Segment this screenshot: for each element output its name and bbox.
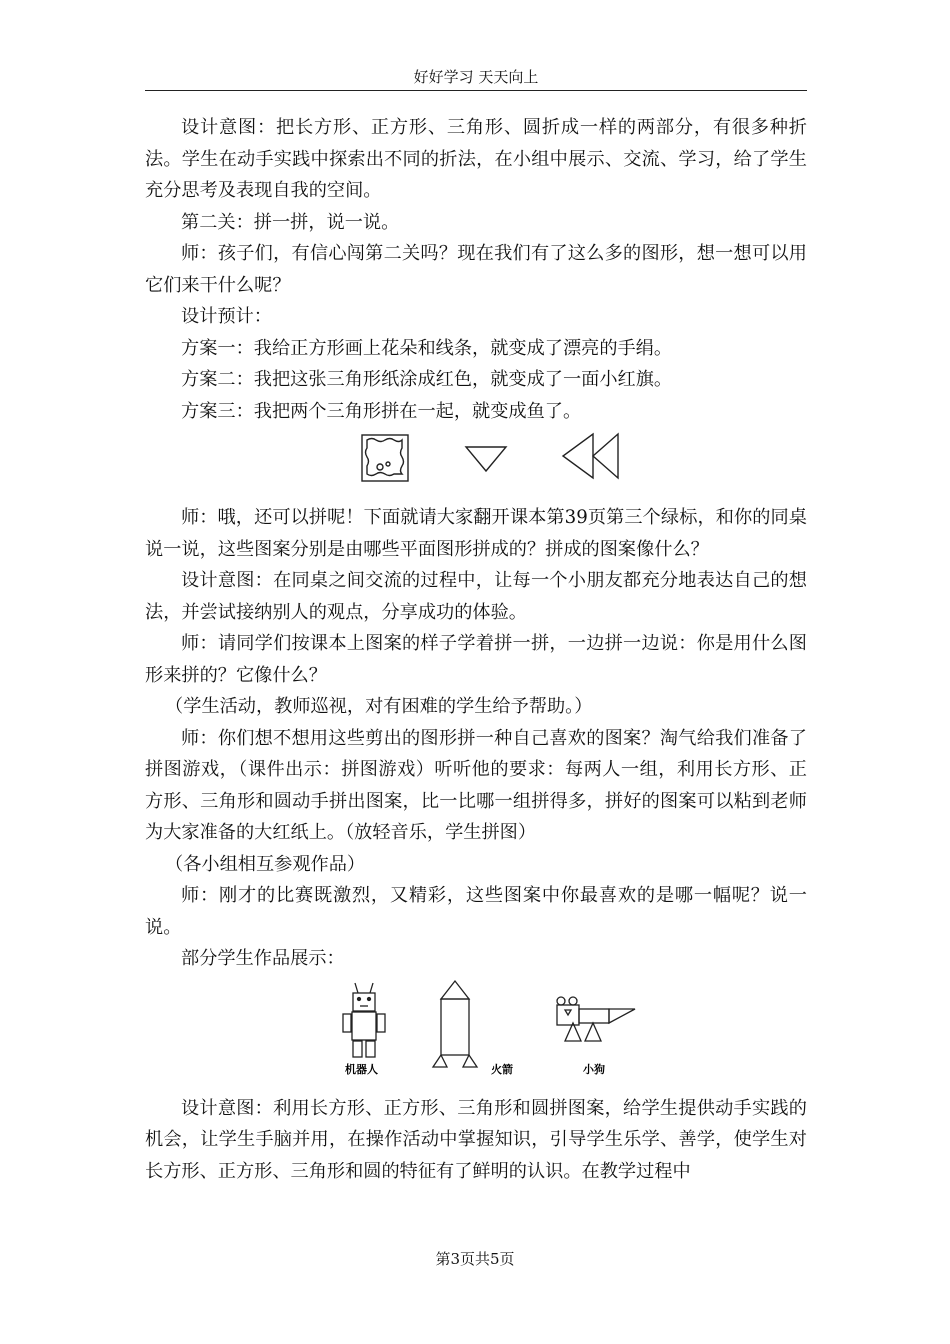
robot-drawing xyxy=(343,983,385,1057)
paragraph: 部分学生作品展示： xyxy=(181,948,345,969)
rocket-drawing xyxy=(433,981,477,1067)
paragraph: 师：你们想不想用这些剪出的图形拼一种自己喜欢的图案？淘气给我们准备了拼图游戏，（课件出示：拼图游戏）听听他的要求：每两人一组，利用长方形、正方形、三角形和圆动手拼出图案，比一比哪一组拼得多，拼好的图案可以粘到老师为大家准备的大红纸上。（放轻音乐，学生拼图） xyxy=(145,727,807,843)
paragraph: 方案一：我给正方形画上花朵和线条，就变成了漂亮的手绢。 xyxy=(181,337,673,359)
paragraph: 师：刚才的比赛既激烈，又精彩，这些图案中你最喜欢的是哪一幅呢？说一说。 xyxy=(145,885,807,938)
paragraph: 设计预计： xyxy=(181,306,272,327)
fish-triangles xyxy=(563,434,618,478)
student-works-illustration xyxy=(335,979,655,1083)
paragraph: 方案三：我把两个三角形拼在一起，就变成鱼了。 xyxy=(181,400,582,422)
paragraph: 设计意图：把长方形、正方形、三角形、圆折成一样的两部分，有很多种折法。学生在动手实践中探索出不同的折法，在小组中展示、交流、学习，给了学生充分思考及表现自我的空间。 xyxy=(145,117,807,201)
paragraph: 师：哦，还可以拼呢！下面就请大家翻开课本第39页第三个绿标，和你的同桌说一说，这些图案分别是由哪些平面图形拼成的？拼成的图案像什么？ xyxy=(145,507,807,560)
student-works-figure xyxy=(145,979,807,1089)
paragraph: 设计意图：利用长方形、正方形、三角形和圆拼图案，给学生提供动手实践的机会，让学生手脑并用，在操作活动中掌握知识，引导学生乐学、善学，使学生对长方形、正方形、三角形和圆的特征有了鲜明的认识。在教学过程中 xyxy=(145,1097,807,1182)
shapes-figure xyxy=(145,427,807,494)
flag-triangle xyxy=(466,447,506,471)
paragraph: 方案二：我把这张三角形纸涂成红色，就变成了一面小红旗。 xyxy=(181,369,673,390)
paragraph: （学生活动，教师巡视，对有困难的学生给予帮助。） xyxy=(165,696,593,717)
paragraph: 师：请同学们按课本上图案的样子学着拼一拼，一边拼一边说：你是用什么图形来拼的？它像什么？ xyxy=(145,633,807,686)
caption-rocket: 火箭 xyxy=(491,1062,513,1076)
page-footer: 第3页共5页 xyxy=(435,1250,515,1268)
document-body xyxy=(145,112,807,1187)
handkerchief-square xyxy=(362,435,408,481)
paragraph: 设计意图：在同桌之间交流的过程中，让每一个小朋友都充分地表达自己的想法，并尝试接纳别人的观点，分享成功的体验。 xyxy=(145,570,807,623)
caption-robot: 机器人 xyxy=(345,1062,378,1076)
page-header: 好好学习 天天向上 xyxy=(145,64,807,91)
paragraph: 第二关：拼一拼，说一说。 xyxy=(181,211,400,233)
caption-dog: 小狗 xyxy=(583,1062,605,1076)
paragraph: 师：孩子们，有信心闯第二关吗？现在我们有了这么多的图形，想一想可以用它们来干什么呢？ xyxy=(145,243,807,296)
dog-drawing xyxy=(557,997,635,1041)
shapes-illustration xyxy=(360,431,630,489)
paragraph: （各小组相互参观作品） xyxy=(165,853,366,875)
